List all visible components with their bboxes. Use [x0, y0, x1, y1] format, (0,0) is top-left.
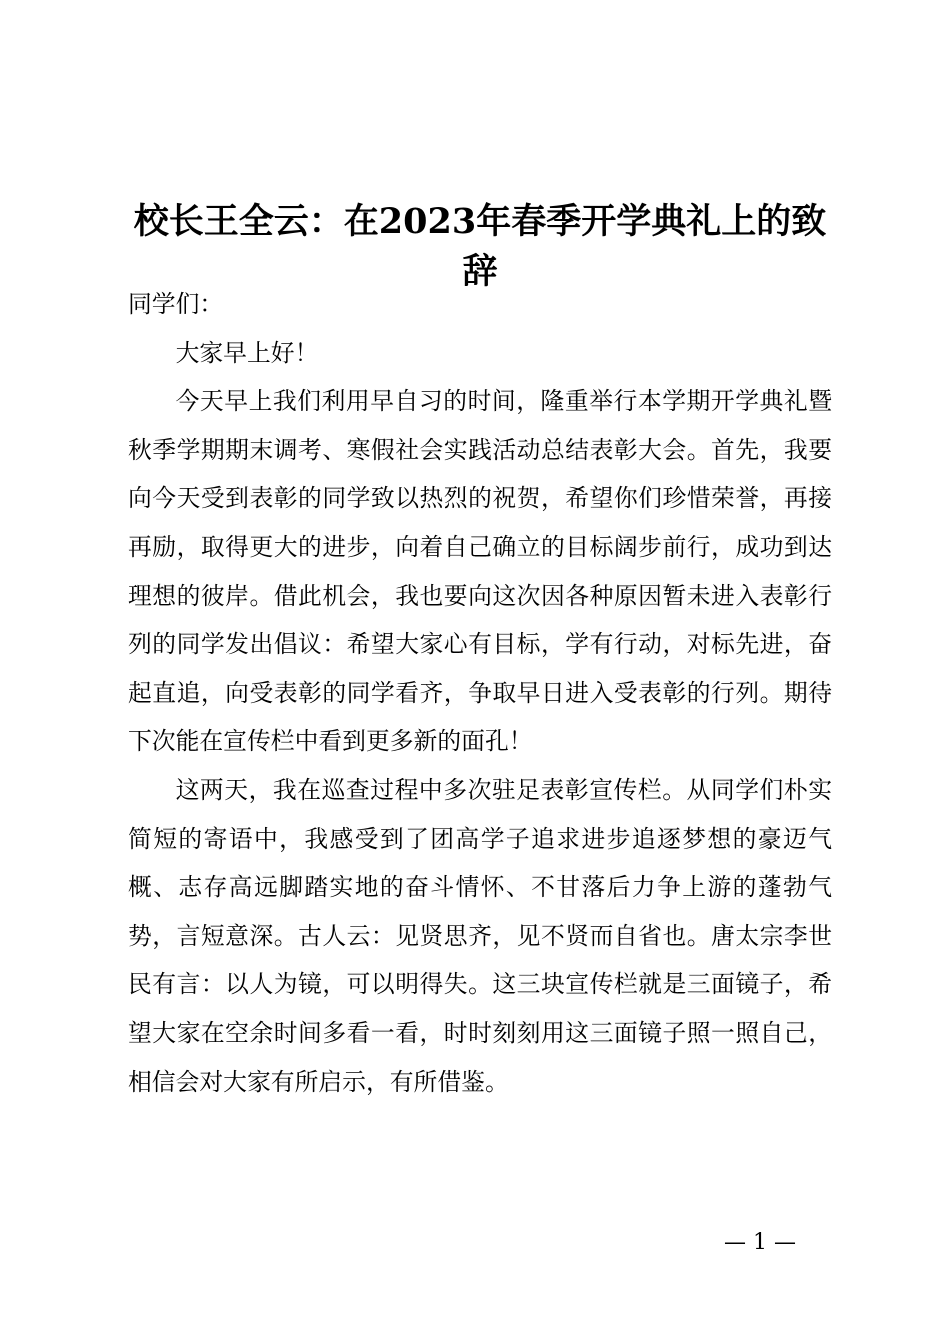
page-number: — 1 — — [724, 1230, 796, 1255]
salutation: 同学们： — [128, 290, 224, 318]
paragraph-greeting: 大家早上好！ — [175, 338, 319, 367]
paragraph-mirrors: 这两天，我在巡查过程中多次驻足表彰宣传栏。从同学们朴实简短的寄语中，我感受到了团高学子追求进步追逐梦想的豪迈气概、志存高远脚踏实地的奋斗情怀、不甘落后力争上游的蓬勃气势，言短意深。古人云：见贤思齐，见不贤而自省也。唐太宗李世民有言：以人为镜，可以明得失。这三块宣传栏就是三面镜子，希望大家在空余时间多看一看，时时刻刻用这三面镜子照一照自己，相信会对大家有所启示，有所借鉴。 — [128, 775, 832, 1096]
document-title: 校长王全云：在2023年春季开学典礼上的致辞 — [133, 201, 827, 293]
paragraph-opening: 今天早上我们利用早自习的时间，隆重举行本学期开学典礼暨秋季学期期末调考、寒假社会实践活动总结表彰大会。首先，我要向今天受到表彰的同学致以热烈的祝贺，希望你们珍惜荣誉，再接再励，取得更大的进步，向着自己确立的目标阔步前行，成功到达理想的彼岸。借此机会，我也要向这次因各种原因暂未进入表彰行列的同学发出倡议：希望大家心有目标，学有行动，对标先进，奋起直追，向受表彰的同学看齐，争取早日进入受表彰的行列。期待下次能在宣传栏中看到更多新的面孔！ — [128, 387, 832, 756]
document-body — [128, 280, 832, 1106]
